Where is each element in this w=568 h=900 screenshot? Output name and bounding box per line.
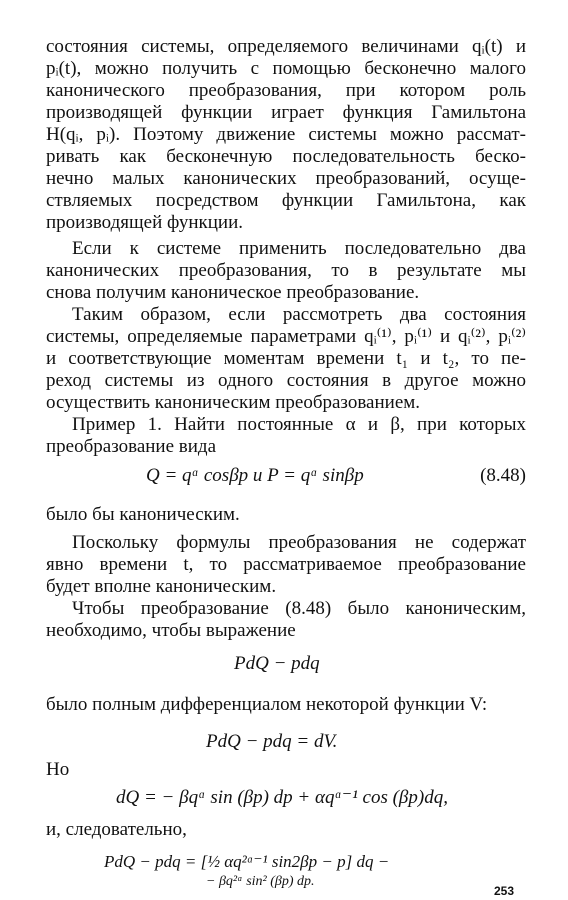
formula-pdq: PdQ − pdq: [234, 653, 320, 674]
paragraph-8: [46, 694, 526, 716]
text-line: явно времени t, то рассматриваемое преобразование: [46, 554, 526, 575]
text-line: преобразование вида: [46, 436, 217, 457]
text-line: ривать как бесконечную последовательность беско-: [46, 146, 526, 167]
text-line: и, следовательно,: [46, 819, 187, 840]
formula-dq: dQ = − βqᵅ sin (βp) dp + αqᵅ⁻¹ cos (βp)dq,: [116, 787, 448, 808]
paragraph-6: [46, 532, 526, 598]
text-line: снова получим каноническое преобразование.: [46, 282, 420, 303]
example-1-statement: [46, 414, 526, 458]
page-number: 253: [494, 884, 515, 898]
formula-pdq-expanded: PdQ − pdq = [½ αq²ᵅ⁻¹ sin2βp − p] dq −: [104, 852, 390, 871]
text-line: Таким образом, если рассмотреть два состояния: [72, 304, 526, 325]
text-line: необходимо, чтобы выражение: [46, 620, 296, 641]
text-line: было полным дифференциалом некоторой функции V:: [46, 694, 488, 715]
text-line: pᵢ(t), можно получить с помощью бесконечно малого: [46, 58, 526, 79]
text-line: системы, определяемые параметрами qᵢ⁽¹⁾, pᵢ⁽¹⁾ и qᵢ⁽²⁾, pᵢ⁽²⁾: [46, 326, 526, 347]
text-line: Пример 1. Найти постоянные α и β, при которых: [72, 414, 526, 435]
text-line: Если к системе применить последовательно два: [72, 238, 526, 259]
text-line: Чтобы преобразование (8.48) было каноническим,: [72, 598, 526, 619]
paragraph-1: [46, 36, 526, 234]
text-line: осуществить каноническим преобразованием.: [46, 392, 421, 413]
text-line: H(qᵢ, pᵢ). Поэтому движение системы можно рассмат-: [46, 124, 526, 145]
formula-8-48: Q = qᵅ cosβp и P = qᵅ sinβp: [146, 465, 364, 486]
word-no: Но: [46, 759, 70, 780]
formula-dv: PdQ − pdq = dV.: [206, 731, 338, 752]
text-line: состояния системы, определяемого величинами qᵢ(t) и: [46, 36, 526, 57]
paragraph-3: [46, 304, 526, 414]
text-line: Поскольку формулы преобразования не содержат: [72, 532, 526, 553]
text-line: канонических преобразования, то в результате мы: [46, 260, 526, 281]
text-line: производящей функции играет функция Гамильтона: [46, 102, 526, 123]
text-line: будет вполне каноническим.: [46, 576, 277, 597]
paragraph-7: [46, 598, 526, 642]
equation-number: (8.48): [480, 465, 526, 486]
text-line: реход системы из одного состояния в другое можно: [46, 370, 526, 391]
text-line: канонического преобразования, при котором роль: [46, 80, 526, 101]
text-line: и соответствующие моментам времени t₁ и t₂, то пе-: [46, 348, 526, 369]
paragraph-5: [46, 504, 526, 526]
paragraph-2: [46, 238, 526, 304]
text-line: производящей функции.: [46, 212, 244, 233]
text-line: нечно малых канонических преобразований, осуще-: [46, 168, 526, 189]
text-line: ствляемых посредством функции Гамильтона, как: [46, 190, 526, 211]
formula-continuation: − βq²ᵅ sin² (βp) dp.: [206, 874, 315, 889]
text-line: было бы каноническим.: [46, 504, 240, 525]
